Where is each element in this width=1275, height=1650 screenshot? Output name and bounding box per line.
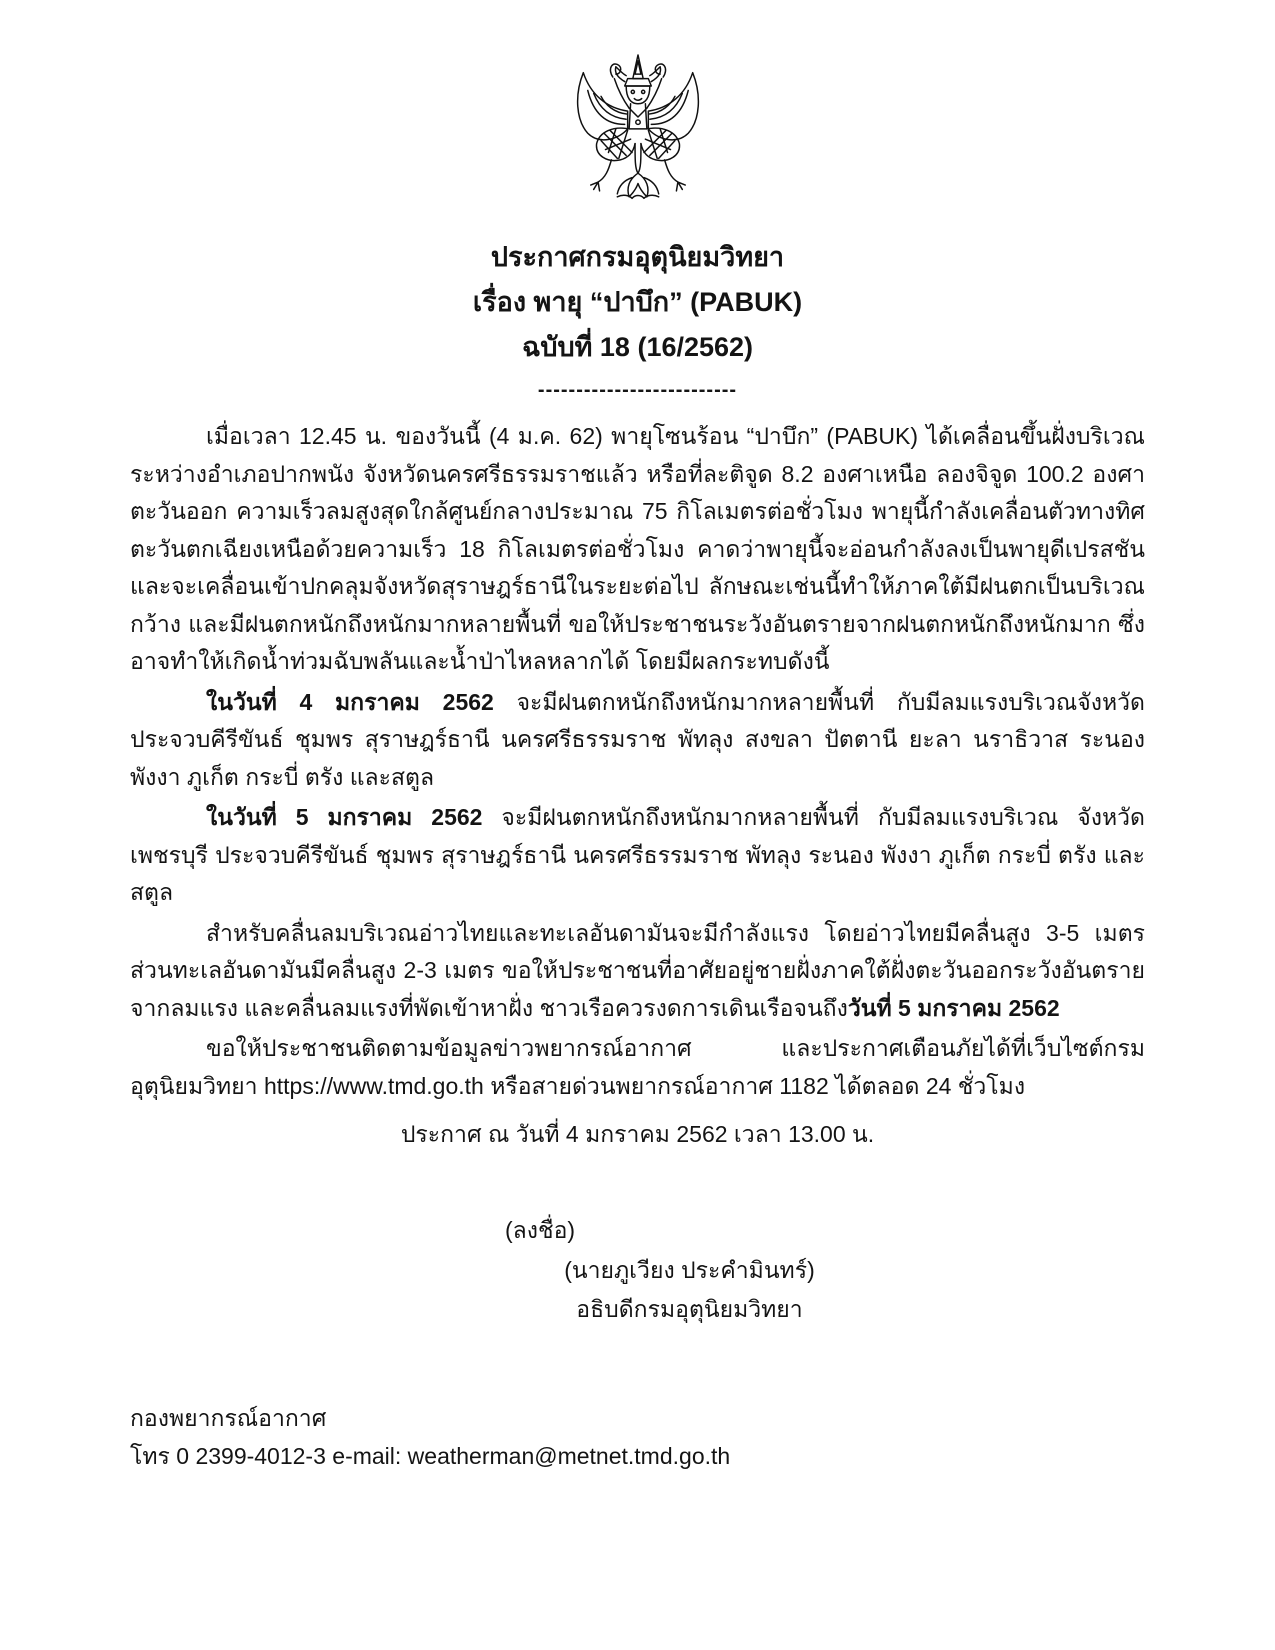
paragraph-follow-news: ขอให้ประชาชนติดตามข้อมูลข่าวพยากรณ์อากาศ และประกาศเตือนภัยได้ที่เว็บไซต์กรมอุตุนิยมวิทยา https://www.tmd.go.th หรือสายด่วนพยากรณ์อากาศ 1182 ได้ตลอด 24 ชั่วโมง <box>130 1035 1145 1099</box>
issued-date-line: ประกาศ ณ วันที่ 4 มกราคม 2562 เวลา 13.00 น. <box>400 1121 875 1147</box>
body-text <box>130 418 1145 1105</box>
dashed-separator: -------------------------- <box>537 379 738 401</box>
footer-block <box>130 1399 1275 1475</box>
garuda-emblem <box>564 52 712 202</box>
signer-position: อธิบดีกรมอุตุนิยมวิทยา <box>576 1296 803 1322</box>
emblem-container <box>0 0 1275 207</box>
title-line-subject: เรื่อง พายุ “ปาบึก” (PABUK) <box>472 287 803 317</box>
footer-contact: โทร 0 2399-4012-3 e-mail: weatherman@metnet.tmd.go.th <box>130 1443 731 1469</box>
title-line-announcement: ประกาศกรมอุตุนิยมวิทยา <box>490 242 785 272</box>
paragraph-storm-status: เมื่อเวลา 12.45 น. ของวันนี้ (4 ม.ค. 62) พายุโซนร้อน “ปาบึก” (PABUK) ได้เคลื่อนขึ้นฝั่งบริเวณระหว่างอำเภอปากพนัง จังหวัดนครศรีธรรมราชแล้ว หรือที่ละติจูด 8.2 องศาเหนือ ลองจิจูด 100.2 องศาตะวันออก ความเร็วลมสูงสุดใกล้ศูนย์กลางประมาณ 75 กิโลเมตรต่อชั่วโมง พายุนี้กำลังเคลื่อนตัวทางทิศตะวันตกเฉียงเหนือด้วยความเร็ว 18 กิโลเมตรต่อชั่วโมง คาดว่าพายุนี้จะอ่อนกำลังลงเป็นพายุดีเปรสชันและจะเคลื่อนเข้าปกคลุมจังหวัดสุราษฎร์ธานีในระยะต่อไป ลักษณะเช่นนี้ทำให้ภาคใต้มีฝนตกเป็นบริเวณกว้าง และมีฝนตกหนักถึงหนักมากหลายพื้นที่ ขอให้ประชาชนระวังอันตรายจากฝนตกหนักถึงหนักมาก ซึ่งอาจทำให้เกิดน้ำท่วมฉับพลันและน้ำป่าไหลหลากได้ โดยมีผลกระทบดังนี้ <box>130 423 1145 674</box>
paragraph-jan4-impact: ในวันที่ 4 มกราคม 2562 จะมีฝนตกหนักถึงหนักมากหลายพื้นที่ กับมีลมแรงบริเวณจังหวัดประจวบคีรีขันธ์ ชุมพร สุราษฎร์ธานี นครศรีธรรมราช พัทลุง สงขลา ปัตตานี ยะลา นราธิวาส ระนอง พังงา ภูเก็ต กระบี่ ตรัง และสตูล <box>130 688 1145 790</box>
title-line-issue-number: ฉบับที่ 18 (16/2562) <box>521 332 754 362</box>
sign-label: (ลงชื่อ) <box>505 1217 576 1243</box>
signer-name: (นายภูเวียง ประคำมินทร์) <box>564 1257 815 1283</box>
footer-department: กองพยากรณ์อากาศ <box>130 1405 327 1431</box>
title-block <box>0 235 1275 370</box>
paragraph-sea-waves: สำหรับคลื่นลมบริเวณอ่าวไทยและทะเลอันดามันจะมีกำลังแรง โดยอ่าวไทยมีคลื่นสูง 3-5 เมตร ส่วนทะเลอันดามันมีคลื่นสูง 2-3 เมตร ขอให้ประชาชนที่อาศัยอยู่ชายฝั่งภาคใต้ฝั่งตะวันออกระวังอันตรายจากลมแรง และคลื่นลมแรงที่พัดเข้าหาฝั่ง ชาวเรือควรงดการเดินเรือจนถึงวันที่ 5 มกราคม 2562 <box>130 919 1145 1021</box>
paragraph-jan5-impact: ในวันที่ 5 มกราคม 2562 จะมีฝนตกหนักถึงหนักมากหลายพื้นที่ กับมีลมแรงบริเวณ จังหวัดเพชรบุรี ประจวบคีรีขันธ์ ชุมพร สุราษฎร์ธานี นครศรีธรรมราช พัทลุง ระนอง พังงา ภูเก็ต กระบี่ ตรัง และสตูล <box>130 804 1145 905</box>
signature-block <box>52 1251 1275 1329</box>
